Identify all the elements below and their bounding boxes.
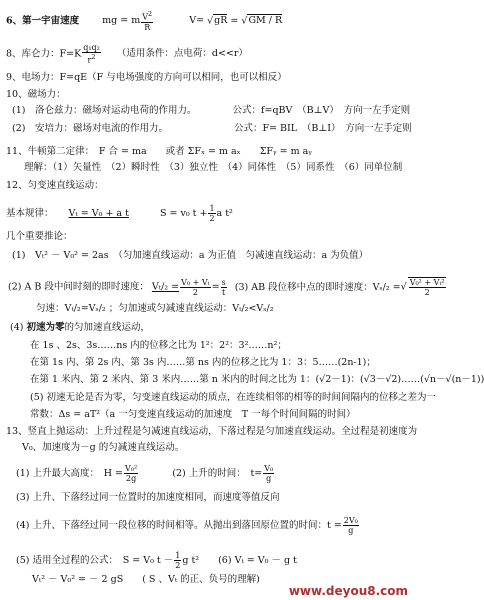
text: 公式：f=qBV （B⊥V） 方向一左手定则 [232, 105, 411, 116]
line-ratio-3: 在第 1 米内、第 2 米内、第 3 米内……第 n 米内的时间之比为 1：(√2－1)：(√3－√2)……(√n－√(n－1)) [30, 374, 484, 385]
sqrt-term: GM / R [248, 15, 283, 27]
denominator: 2 [424, 288, 430, 297]
line-newton-second: 11、牛顿第二定律： F 合 = ma 或者 ΣFₓ = m aₓ ΣFᵧ = m aᵧ [6, 146, 312, 157]
denominator: t [222, 287, 226, 297]
line-same-accel: (3) 上升、下落经过同一位置时的加速度相同，而速度等值反向 [16, 492, 280, 503]
line-inference-4 [10, 322, 150, 334]
line-delta-s: 常数：Δs = aT²（a 一匀变速直线运动的加速度 T 一每个时间间隔的时间） [30, 409, 356, 420]
text: g t² (6) Vₜ = V₀ － g t [182, 555, 297, 566]
line-inference-1: (1) Vₜ² － V₀² = 2as （匀加速直线运动：a 为正值 匀减速直线运动：a 为负值） [12, 250, 369, 261]
line-coulomb [6, 43, 248, 65]
numerator: 1 [175, 551, 181, 560]
formula-part: 8、库仑力：F=K [6, 48, 82, 60]
line-sign-understanding: Vₜ² － V₀² = － 2 gS ( S 、Vₜ 的正、负号的理解) [32, 574, 260, 585]
line-inference-5: (5) 初速无论是否为零，匀变速直线运动的质点，在连续相邻的相等的时间间隔内的位移之差为一 [30, 392, 436, 403]
line-first-cosmic-velocity: 6、第一宇宙速度 mg = m $\frac{V^2}{R}$ V= √gR = √GM / R [6, 10, 283, 32]
formula-part: = [230, 15, 239, 27]
text: (4) 上升、下落经过同一段位移的时间相等。从抛出到落回原位置的时间：t = [16, 520, 342, 531]
formula-part: Vₜ/₂ = [151, 281, 180, 293]
numerator: q₁q₂ [83, 43, 100, 52]
line-lorentz [12, 105, 410, 117]
denominator: g [266, 474, 272, 483]
formula-part: = [211, 281, 220, 293]
denominator: 2 [175, 561, 181, 570]
numerator: 1 [209, 204, 215, 213]
denominator: 2 [209, 214, 215, 223]
text: (3) AB 段位移中点的即时速度：Vₛ/₂ = [234, 281, 401, 293]
text: (1) 洛仑兹力：磁场对运动电荷的作用力。 [12, 105, 197, 116]
text: (5) 适用全过程的公式： S = V₀ t － [16, 555, 174, 566]
line-full-process [16, 551, 297, 570]
fraction [180, 278, 211, 297]
line-vertical-throw-2: V₀、加速度为－g 的匀减速直线运动。 [22, 442, 185, 453]
formula-part: S = v₀ t + [159, 208, 208, 219]
condition-text: （适用条件：点电荷：d<<r） [116, 48, 248, 60]
fraction [343, 516, 359, 535]
text: (2) A B 段中间时刻的即时速度： [8, 281, 149, 293]
line-basic-law [6, 204, 233, 223]
line-electric-force: 9、电场力：F=qE（F 与电场强度的方向可以相同，也可以相反） [6, 72, 287, 83]
fraction [124, 464, 138, 483]
formula-part: V= [189, 15, 205, 27]
line-vertical-throw: 13、竖直上抛运动：上升过程是匀减速直线运动，下落过程是匀加速直线运动。全过程是初速度为 [6, 426, 418, 437]
emphasis: 初速为零 [26, 322, 65, 333]
line-max-height [16, 464, 275, 483]
exponent: 2 [91, 53, 96, 61]
numerator: V₀ + Vₜ [181, 277, 210, 287]
formula-part: Vₜ = V₀ + a t [68, 208, 129, 219]
denominator: 2 [192, 287, 198, 297]
fraction [82, 43, 101, 65]
sqrt-term: gR [214, 15, 228, 27]
formula-part: a t² [216, 208, 233, 219]
text: (2) 安培力：磁场对电流的作用力。 [12, 123, 168, 134]
numerator: V₀² + Vₜ² [409, 278, 445, 287]
line-inference-2-3: (2) A B 段中间时刻的即时速度： Vₜ/₂ = $\frac{\text{V₀ + Vₜ}}{2}$ = $\frac{s}{t}$ (3) AB 段位移中点的即时速度：Vₛ/₂ =√ $\frac{\text{V₀² + Vₜ²}}{2}$ [8, 277, 445, 297]
line-uniform-accel: 12、匀变速直线运动： [6, 180, 104, 191]
text: (2) 上升的时间： t= [172, 468, 263, 479]
formula-part: mg = m [102, 15, 141, 27]
denominator: g [348, 526, 354, 535]
text: 公式：F= BIL （B⊥I） 方向一左手定则 [233, 123, 412, 134]
fraction [221, 278, 227, 297]
line-uniform-compare: 匀速：Vₜ/₂=Vₛ/₂ ；匀加速或匀减速直线运动：Vₜ/₂<Vₛ/₂ [36, 303, 274, 314]
line-understanding: 理解：（1）矢量性 （2）瞬时性 （3）独立性 （4）同体性 （5）同系性 （6）同单位制 [24, 162, 403, 173]
line-ratio-1: 在 1s 、2s、3s……ns 内的位移之比为 1²：2²：3²……n²； [30, 340, 287, 351]
numerator: V [142, 12, 149, 22]
fraction [263, 464, 274, 483]
text: (4) [10, 322, 27, 333]
denominator: r [87, 55, 92, 65]
line-equal-time [16, 516, 360, 535]
fraction [174, 551, 181, 570]
heading: 6、第一宇宙速度 [6, 15, 80, 27]
text: (1) 上升最大高度： H = [16, 468, 123, 479]
text: 基本规律： [6, 208, 54, 219]
line-ampere [12, 123, 412, 135]
numerator: 2V₀ [343, 516, 358, 525]
fraction [408, 277, 446, 297]
exponent: 2 [148, 10, 153, 18]
numerator: s [221, 277, 226, 287]
site-watermark: www.deyou8.com [288, 584, 408, 598]
line-magnetic-force: 10、磁场力： [6, 89, 66, 100]
line-inferences: 几个重要推论： [6, 231, 73, 242]
denominator: R [144, 22, 151, 32]
line-ratio-2: 在第 1s 内、第 2s 内、第 3s 内……第 ns 内的位移之比为 1：3：5……(2n-1)； [30, 357, 376, 368]
text: 的匀加速直线运动， [64, 322, 151, 333]
numerator: V₀² [125, 464, 138, 473]
fraction [208, 204, 215, 223]
fraction [141, 10, 153, 32]
numerator: V₀ [264, 464, 274, 473]
denominator: 2g [125, 474, 137, 483]
